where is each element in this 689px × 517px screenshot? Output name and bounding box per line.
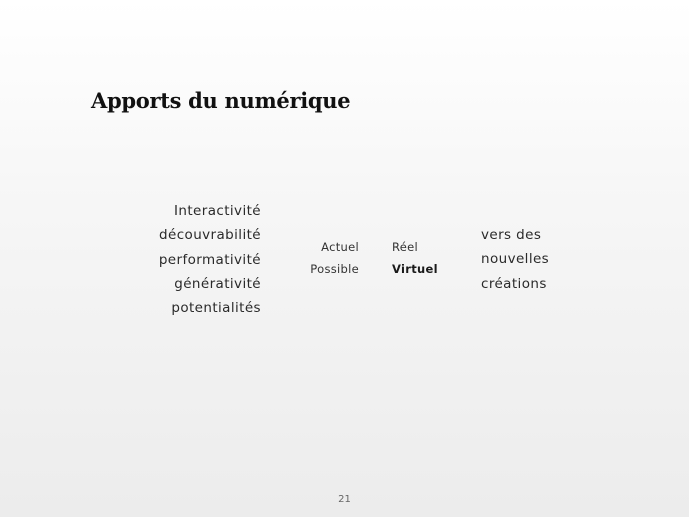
grid-label-reel: Réel	[392, 240, 419, 254]
outcome-line: nouvelles	[481, 251, 550, 268]
quality-item: potentialités	[171, 300, 261, 317]
slide-title: Apports du numérique	[91, 88, 351, 113]
outcome-line: vers des	[481, 227, 542, 243]
outcome-line: créations	[481, 275, 547, 292]
grid-label-possible: Possible	[310, 262, 359, 276]
qualities-list	[159, 199, 261, 320]
quality-item: générativité	[174, 275, 261, 292]
grid-label-virtuel: Virtuel	[392, 262, 438, 276]
outcome-text	[481, 223, 549, 296]
quality-item: découvrabilité	[159, 227, 261, 244]
grid-label-actuel: Actuel	[321, 240, 359, 254]
page-number: 21	[338, 494, 351, 505]
quality-item: performativité	[158, 251, 261, 268]
quality-item: Interactivité	[174, 203, 261, 219]
